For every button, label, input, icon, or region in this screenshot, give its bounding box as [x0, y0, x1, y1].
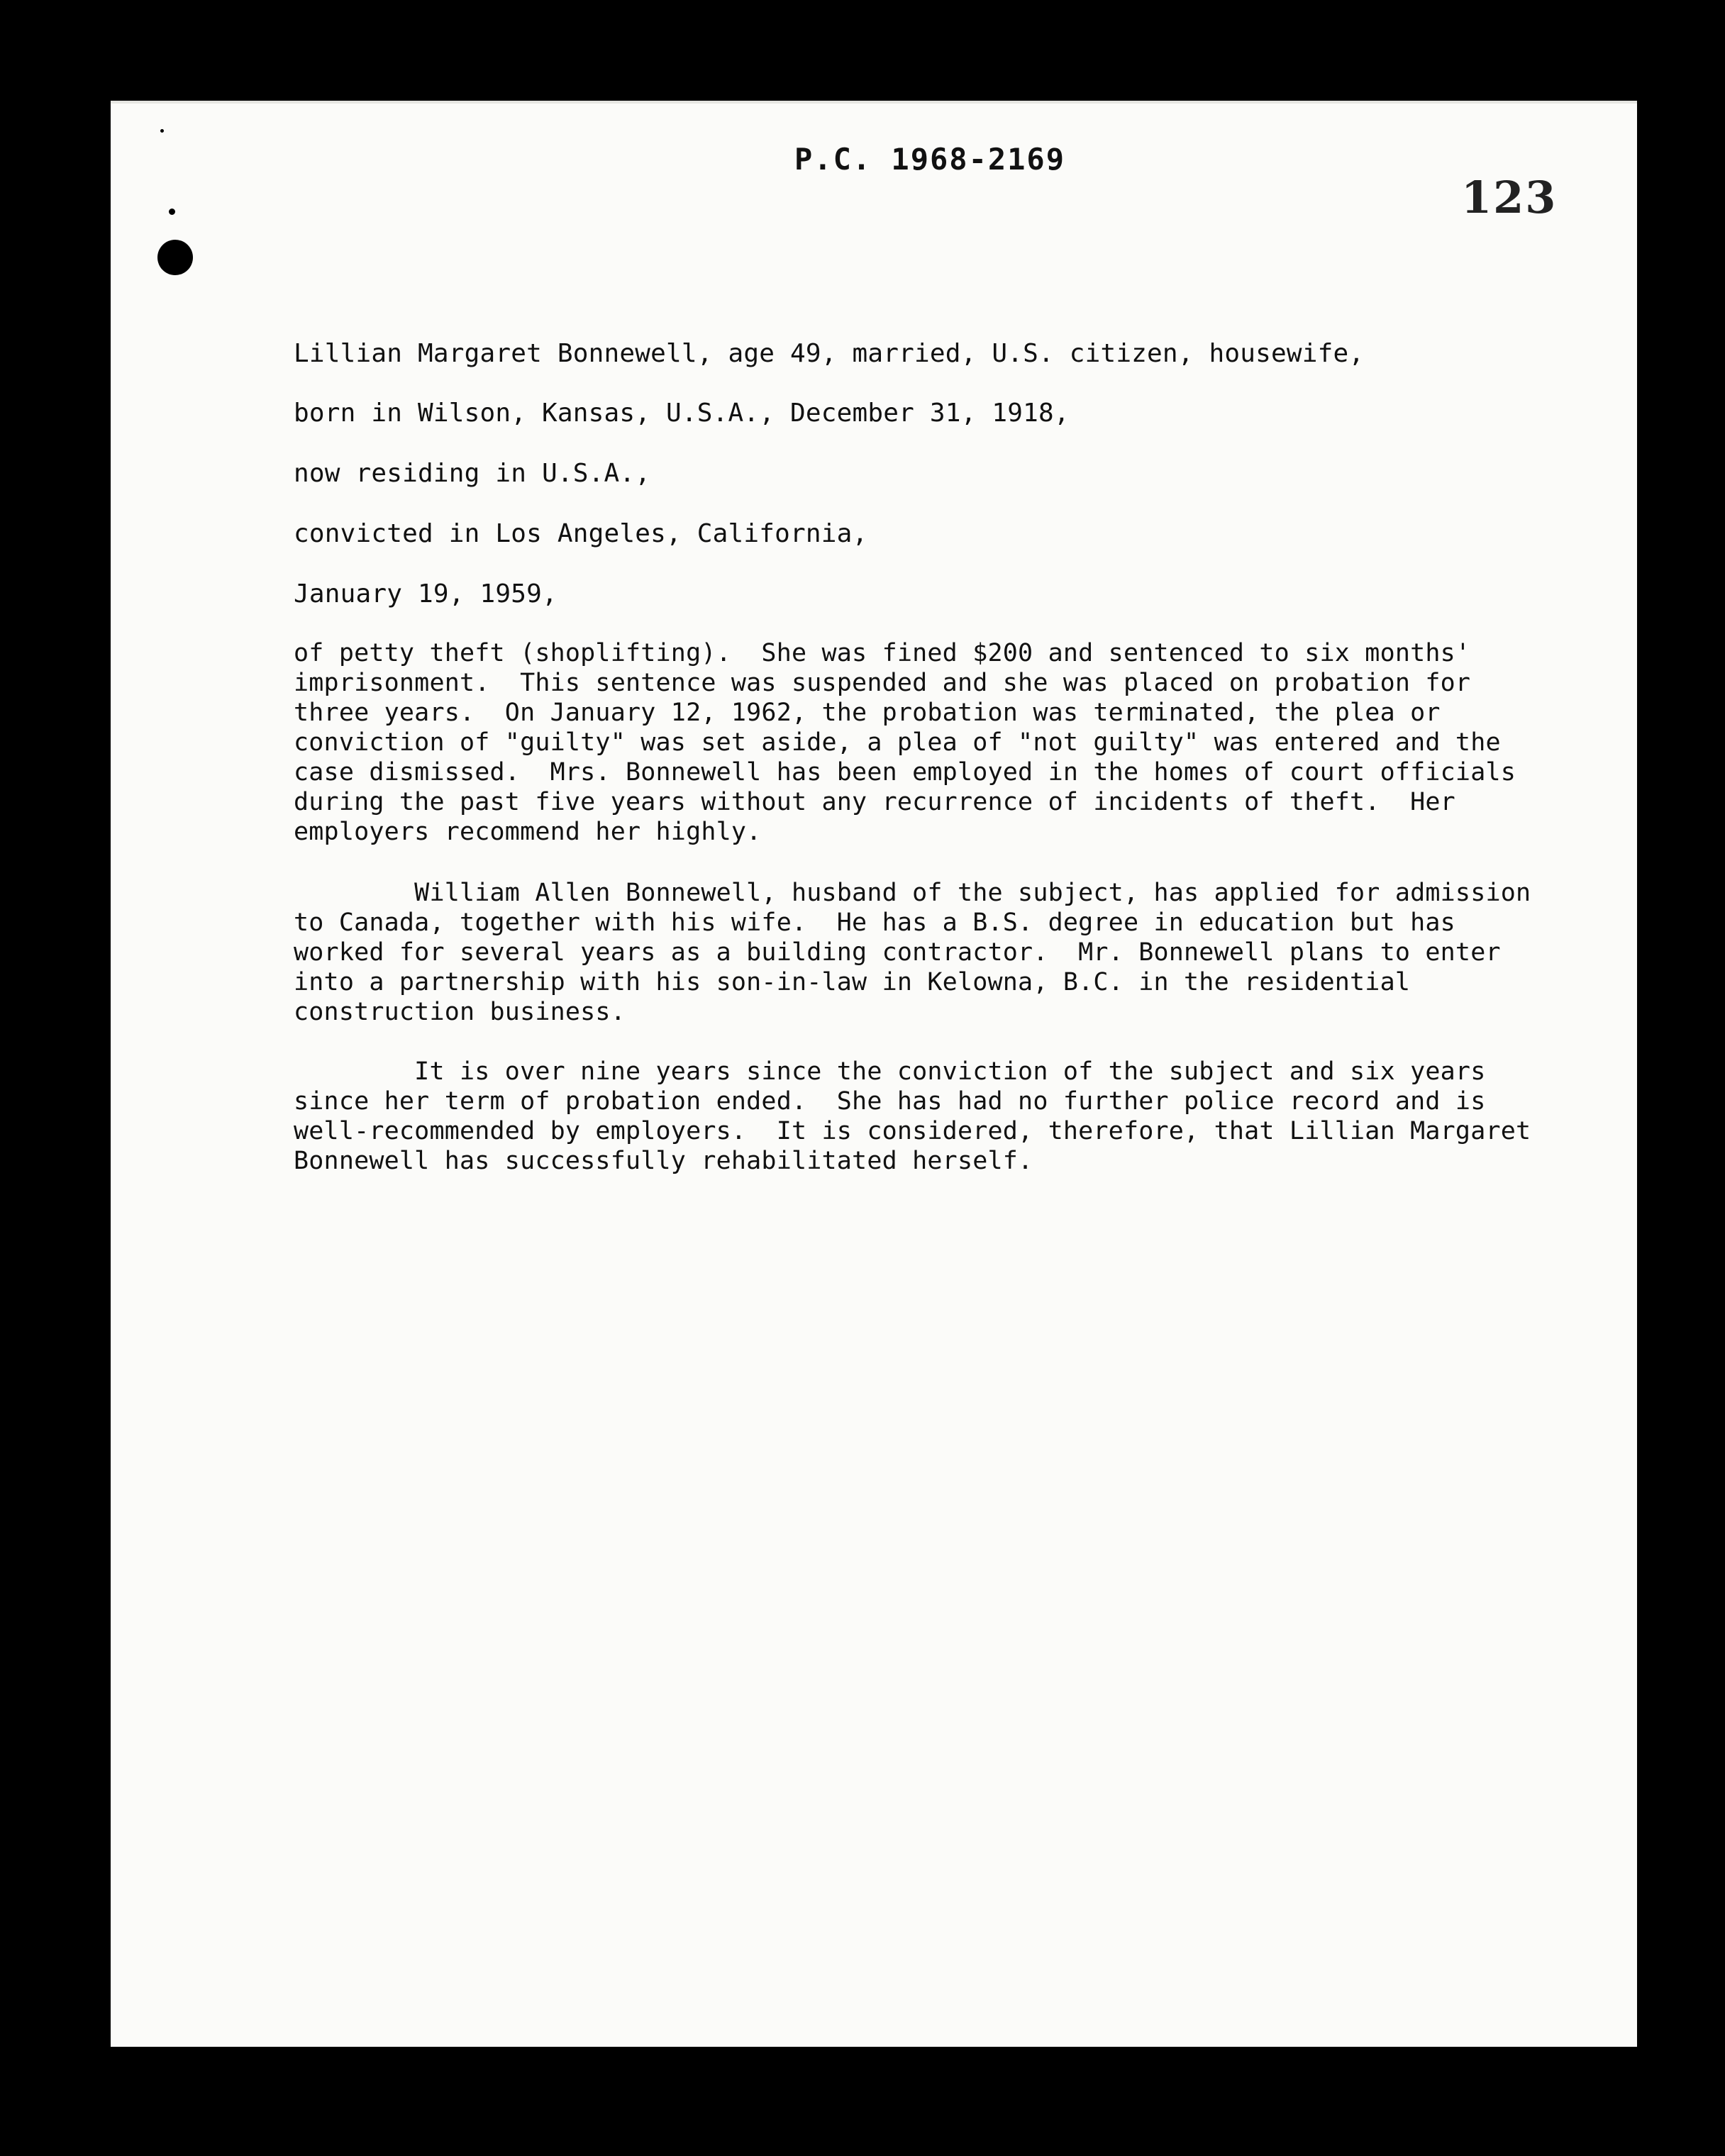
- punch-hole: [157, 240, 193, 275]
- paragraph-3-line: since her term of probation ended. She has had no further police record and is: [294, 1087, 1486, 1116]
- subject-line: Lillian Margaret Bonnewell, age 49, married, U.S. citizen, housewife,: [294, 339, 1365, 368]
- paragraph-3-line: It is over nine years since the conviction of the subject and six years: [294, 1057, 1486, 1086]
- paragraph-2-line: to Canada, together with his wife. He has a B.S. degree in education but has: [294, 908, 1455, 937]
- ink-speck: [169, 209, 175, 215]
- birth-line: born in Wilson, Kansas, U.S.A., December 31, 1918,: [294, 399, 1070, 428]
- paragraph-1-line: conviction of "guilty" was set aside, a plea of "not guilty" was entered and the: [294, 728, 1501, 757]
- paragraph-2-line: worked for several years as a building contractor. Mr. Bonnewell plans to enter: [294, 938, 1501, 967]
- conviction-place-line: convicted in Los Angeles, California,: [294, 519, 868, 548]
- paragraph-1-line: three years. On January 12, 1962, the probation was terminated, the plea or: [294, 699, 1441, 727]
- conviction-date-line: January 19, 1959,: [294, 579, 558, 609]
- paragraph-1-line: imprisonment. This sentence was suspended and she was placed on probation for: [294, 669, 1471, 697]
- residence-line: now residing in U.S.A.,: [294, 459, 651, 488]
- order-reference: P.C. 1968-2169: [794, 142, 1066, 177]
- paragraph-1-line: employers recommend her highly.: [294, 818, 762, 846]
- paragraph-2-line: construction business.: [294, 998, 626, 1026]
- paragraph-2-line: William Allen Bonnewell, husband of the subject, has applied for admission: [294, 879, 1531, 907]
- paragraph-1-line: of petty theft (shoplifting). She was fined $200 and sentenced to six months': [294, 639, 1471, 667]
- paragraph-1-line: during the past five years without any recurrence of incidents of theft. Her: [294, 788, 1455, 816]
- paragraph-2-line: into a partnership with his son-in-law in Kelowna, B.C. in the residential: [294, 968, 1411, 996]
- paragraph-3-line: Bonnewell has successfully rehabilitated herself.: [294, 1147, 1033, 1175]
- page-number: 123: [1461, 172, 1558, 223]
- paragraph-1-line: case dismissed. Mrs. Bonnewell has been employed in the homes of court officials: [294, 758, 1516, 787]
- ink-speck: [160, 129, 164, 133]
- paragraph-3-line: well-recommended by employers. It is considered, therefore, that Lillian Margaret: [294, 1117, 1531, 1145]
